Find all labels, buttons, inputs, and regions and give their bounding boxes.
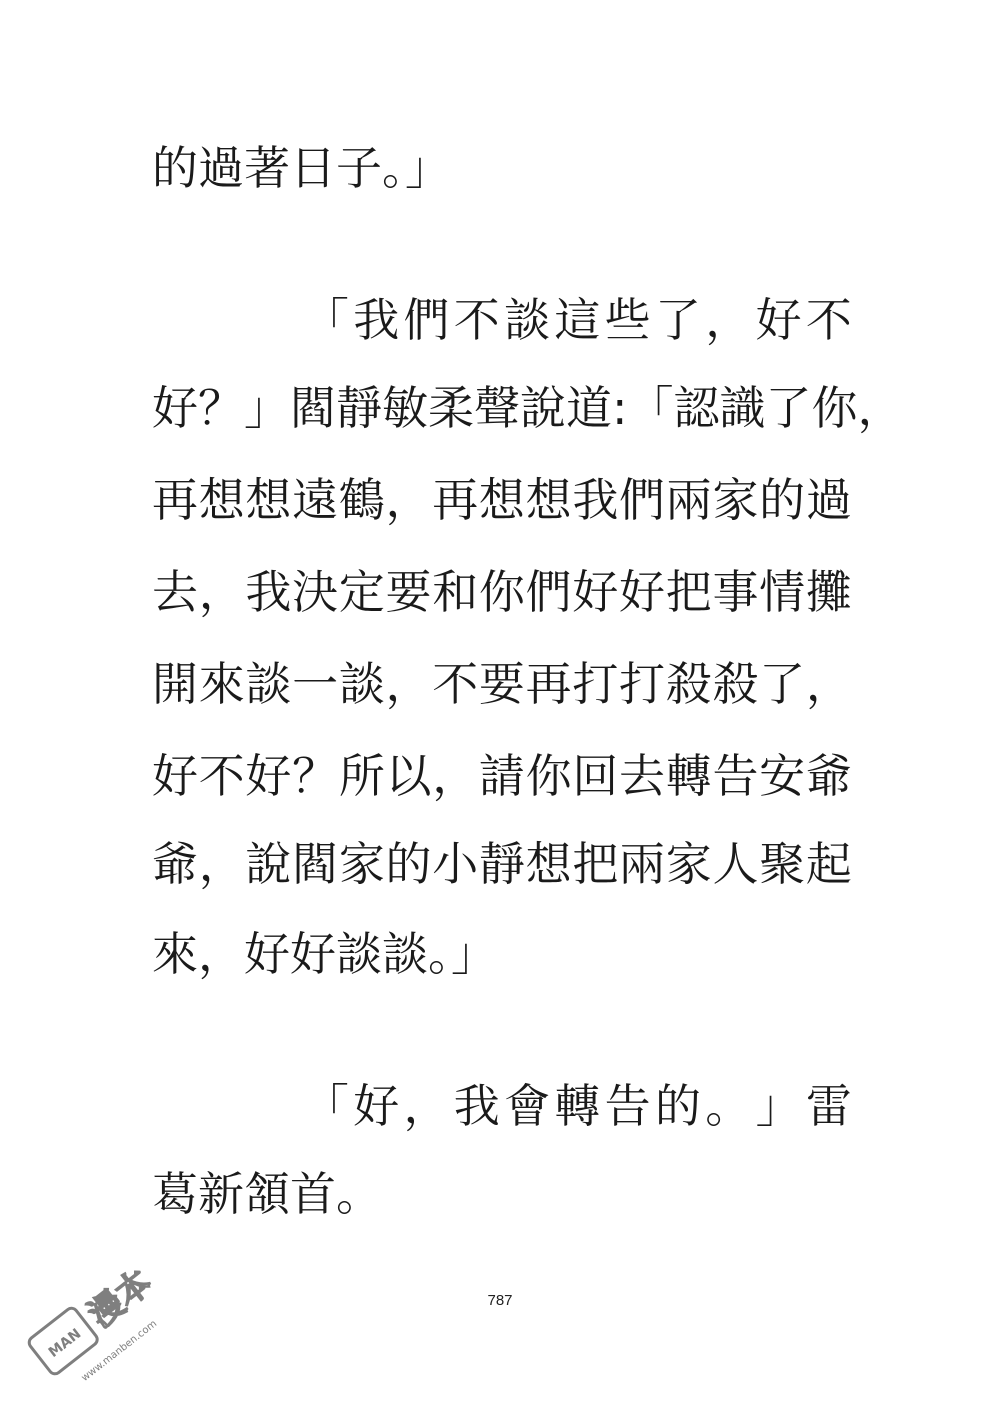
manben-watermark-logo: [10, 1240, 180, 1400]
text-line: 開 來 談 一 談 ， 不 要 再 打 打 殺 殺 了 ，: [152, 657, 852, 711]
svg-text:漫本: 漫本: [81, 1262, 160, 1336]
text-line: 去 ， 我 決 定 要 和 你 們 好 好 把 事 情 攤: [152, 565, 852, 619]
text-line: 葛新頷首。: [152, 1167, 382, 1221]
text-line: 來，好好談談。」: [152, 927, 497, 981]
text-line: 再 想 想 遠 鶴 ， 再 想 想 我 們 兩 家 的 過: [152, 473, 852, 527]
text-line: 的過著日子。」: [152, 141, 451, 195]
svg-text:MAN: MAN: [45, 1325, 85, 1361]
text-line: 「 我 們 不 談 這 些 了 ， 好 不: [302, 293, 852, 347]
text-line: 好 不 好 ？ 所 以 ， 請 你 回 去 轉 告 安 爺: [152, 749, 852, 803]
page-number: 787: [487, 1292, 513, 1309]
text-line: 好 ？ 」 閻 靜 敏 柔 聲 說 道 : 「 認 識 了 你 ，: [152, 381, 904, 435]
text-line: 「 好 ， 我 會 轉 告 的 。 」 雷: [302, 1079, 852, 1133]
text-line: 爺 ， 說 閻 家 的 小 靜 想 把 兩 家 人 聚 起: [152, 837, 852, 891]
svg-text:www.manben.com: www.manben.com: [79, 1318, 160, 1384]
